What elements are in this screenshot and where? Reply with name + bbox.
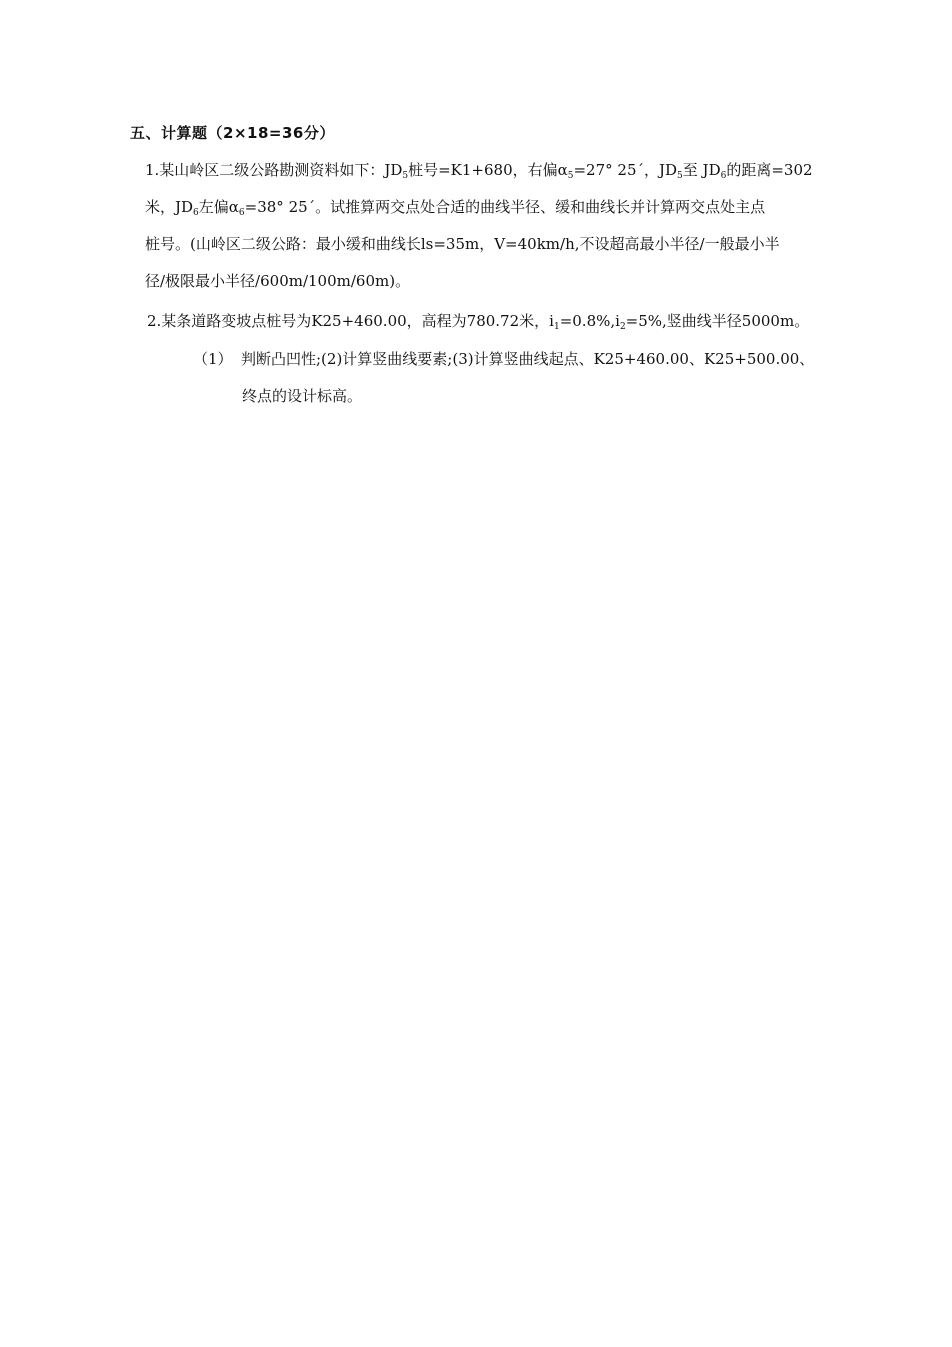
q1-line-1-sub-d: 6 <box>720 171 727 181</box>
q2-line-1 <box>147 311 809 331</box>
q2-line-1-text-a: 2.某条道路变坡点桩号为K25+460.00，高程为780.72米，i <box>147 312 554 330</box>
q2-line-1-text-b: =0.8%,i <box>559 312 620 330</box>
q1-line-1-text-d: 至 JD <box>682 161 721 179</box>
q2-line-1-sub-a: 1 <box>553 322 560 332</box>
q1-line-1-text-c: =27° 25´，JD <box>573 161 678 179</box>
q1-line-2-sub-b: 6 <box>238 208 245 218</box>
q2-line-3: 终点的设计标高。 <box>242 387 363 405</box>
q1-line-1-sub-b: 5 <box>567 171 574 181</box>
q1-line-1-sub-c: 5 <box>677 171 683 181</box>
q2-line-1-text-c: =5%,竖曲线半径5000m。 <box>625 312 810 330</box>
q1-line-4: 径/极限最小半径/600m/100m/60m)。 <box>145 272 411 290</box>
q2-line-2-text: 判断凸凹性;(2)计算竖曲线要素;(3)计算竖曲线起点、K25+460.00、K25+500.00、 <box>241 350 815 368</box>
q1-line-1-text-a: 1.某山岭区二级公路勘测资料如下：JD <box>145 161 403 179</box>
q1-line-1-text-b: 桩号=K1+680，右偏α <box>408 161 568 179</box>
q1-line-1 <box>145 160 813 180</box>
q1-line-2-text-c: =38° 25´。试推算两交点处合适的曲线半径、缓和曲线长并计算两交点处主点 <box>244 198 766 216</box>
q2-line-1-sub-b: 2 <box>619 322 626 332</box>
q2-subquestion-label: （1） <box>193 350 233 368</box>
q1-line-2-text-b: 左偏α <box>198 198 239 216</box>
q1-line-2-text-a: 米，JD <box>145 198 194 216</box>
section-title: 五、计算题（2×18=36分） <box>130 124 335 142</box>
q2-line-2 <box>193 349 814 369</box>
q1-line-1-text-e: 的距离=302 <box>726 161 813 179</box>
q1-line-1-sub-a: 5 <box>402 171 409 181</box>
q1-line-2 <box>145 197 765 217</box>
q1-line-3: 桩号。(山岭区二级公路：最小缓和曲线长ls=35m，V=40km/h,不设超高最小半径/一般最小半 <box>145 235 780 253</box>
q1-line-2-sub-a: 6 <box>193 208 199 218</box>
